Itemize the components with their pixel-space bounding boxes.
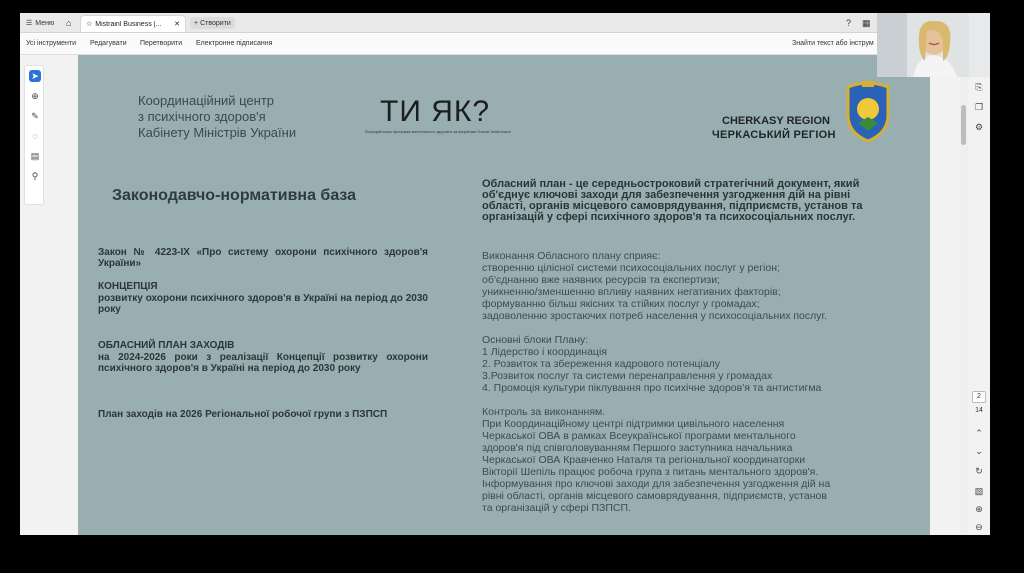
law-text: Закон № 4223-IX «Про систему охорони психічного здоров'я України» xyxy=(98,247,428,269)
blocks-heading: Основні блоки Плану: xyxy=(482,334,589,346)
control-line: При Координаційному центрі підтримки цивільного населення xyxy=(482,418,785,430)
lasso-icon[interactable]: ◌ xyxy=(32,131,38,141)
cherkasy-coat-of-arms-icon xyxy=(842,79,894,143)
header-line-2: з психічного здоров'я xyxy=(138,109,266,124)
control-heading: Контроль за виконанням. xyxy=(482,406,606,418)
left-tool-rail xyxy=(24,65,44,205)
text-select-icon[interactable]: ▤ xyxy=(30,151,40,161)
document-scrollbar[interactable] xyxy=(960,55,968,535)
concept-title: КОНЦЕПЦІЯ xyxy=(98,281,158,292)
region-name-en: CHERKASY REGION xyxy=(722,115,830,127)
region-name-ua: ЧЕРКАСЬКИЙ РЕГІОН xyxy=(712,129,836,141)
close-tab-icon[interactable]: ✕ xyxy=(174,21,180,28)
export-pdf-icon[interactable]: ⎘ xyxy=(975,82,983,92)
regional-plan-intro: Обласний план - це середньостроковий стратегічний документ, який об'єднує ключові заходи для забезпечення узгодження дій на рівні області, органів місцевого самоврядування, підприємств, установ та організацій у сфері психічного здоров'я та психосоціальних послуг. xyxy=(482,178,863,223)
pen-icon[interactable]: ✎ xyxy=(31,111,39,121)
chevron-down-icon[interactable]: ⌄ xyxy=(975,446,983,456)
concept-text: розвитку охорони психічного здоров'я в Україні на період до 2030 року xyxy=(98,293,428,315)
zoom-icon[interactable]: ⊕ xyxy=(31,91,39,101)
control-line: Інформування про ключові заходи для забезпечення узгодження дій на xyxy=(482,478,831,490)
convert-button[interactable]: Перетворити xyxy=(140,40,183,47)
block-item: 1 Лідерство і координація xyxy=(482,346,607,358)
control-line: Черкаської ОВА Кравченко Наталя та регіональної координаторки xyxy=(482,454,806,466)
left-heading: Законодавчо-нормативна база xyxy=(112,187,357,204)
home-icon[interactable]: ⌂ xyxy=(66,18,72,28)
hamburger-icon: ☰ xyxy=(26,20,33,27)
block-item: 2. Розвиток та збереження кадрового потенціалу xyxy=(482,358,721,370)
control-line: рівні області, органів місцевого самоврядування, підприємств, установ xyxy=(482,490,827,502)
chevron-up-icon[interactable]: ⌃ xyxy=(975,428,983,438)
browser-tab-bar xyxy=(20,13,990,33)
menu-label: Меню xyxy=(35,19,55,27)
page-save-icon[interactable]: ▧ xyxy=(974,486,984,496)
facilitate-item: задоволенню зростаючих потреб населення у психосоціальних послуг. xyxy=(482,310,827,322)
coordination-center-title xyxy=(138,93,296,141)
facilitate-item: уникненню/зменшенню впливу наявних негативних факторів; xyxy=(482,286,781,298)
presenter-webcam xyxy=(877,13,990,77)
screen-share xyxy=(20,13,990,535)
control-line: та організацій у сфері ПЗПСП. xyxy=(482,502,631,514)
control-line: здоров'я під співголовуванням Першого заступника начальника xyxy=(482,442,793,454)
current-page-field[interactable]: 2 xyxy=(972,391,986,403)
plan-2026-text: План заходів на 2026 Регіональної робочої групи з ПЗПСП xyxy=(98,409,388,420)
block-item: 4. Промоція культури піклування про психічне здоров'я та антистигма xyxy=(482,382,822,394)
all-tools-button[interactable]: Усі інструменти xyxy=(26,40,77,47)
tab-active[interactable] xyxy=(80,15,186,32)
plus-icon: + xyxy=(194,19,199,27)
zoom-out-icon[interactable]: ⊖ xyxy=(975,522,983,532)
block-item: 3.Розвиток послуг та системи перенаправлення у громадах xyxy=(482,370,773,382)
sign-button[interactable]: Електронне підписання xyxy=(196,40,273,47)
star-icon: ☆ xyxy=(86,21,93,28)
refresh-icon[interactable]: ↻ xyxy=(975,466,983,476)
edit-button[interactable]: Редагувати xyxy=(90,40,127,47)
facilitate-heading: Виконання Обласного плану сприяє: xyxy=(482,250,661,262)
new-tab-button[interactable] xyxy=(190,17,235,29)
menu-button[interactable] xyxy=(26,16,54,30)
cursor-icon[interactable]: ➤ xyxy=(29,70,41,82)
plan-title: ОБЛАСНИЙ ПЛАН ЗАХОДІВ xyxy=(98,340,235,351)
header-line-3: Кабінету Міністрів України xyxy=(138,125,297,140)
settings-icon[interactable]: ⚙ xyxy=(974,122,984,132)
find-text-input[interactable]: Знайти текст або інструм xyxy=(792,40,874,47)
plan-text: на 2024-2026 роки з реалізації Концепції розвитку охорони психічного здоров'я в Україні на період до 2030 року xyxy=(98,352,428,374)
copy-icon[interactable]: ❐ xyxy=(974,102,984,112)
control-line: Вікторії Шепіль працює робоча група з питань ментального здоров'я. xyxy=(482,466,819,478)
tab-title: Mistrainl Business |... xyxy=(95,20,162,28)
facilitate-item: формуванню більш якісних та стійких послуг у громадах; xyxy=(482,298,760,310)
new-tab-label: Створити xyxy=(200,19,231,27)
control-line: Черкаської ОВА в рамках Всеукраїнської програми ментального xyxy=(482,430,796,442)
stamp-icon[interactable]: ⚲ xyxy=(31,171,39,181)
pdf-toolbar xyxy=(20,33,990,55)
help-icon[interactable]: ? xyxy=(846,18,852,28)
zoom-in-icon[interactable]: ⊕ xyxy=(975,504,983,514)
ti-yak-logo: ТИ ЯК? xyxy=(380,95,491,128)
facilitate-item: створенню цілісної системи психосоціальних послуг у регіон; xyxy=(482,262,780,274)
pdf-page xyxy=(78,55,930,535)
ti-yak-subtitle: Всеукраїнська програма ментального здоров'я за ініціативи Олени Зеленської xyxy=(365,129,511,134)
facilitate-item: об'єднанню вже наявних ресурсів та експертизи; xyxy=(482,274,720,286)
right-tool-rail xyxy=(970,75,988,535)
header-line-1: Координаційний центр xyxy=(138,93,275,108)
scrollbar-thumb[interactable] xyxy=(961,105,966,145)
apps-icon[interactable]: ▦ xyxy=(862,17,871,28)
total-pages: 14 xyxy=(975,407,983,414)
